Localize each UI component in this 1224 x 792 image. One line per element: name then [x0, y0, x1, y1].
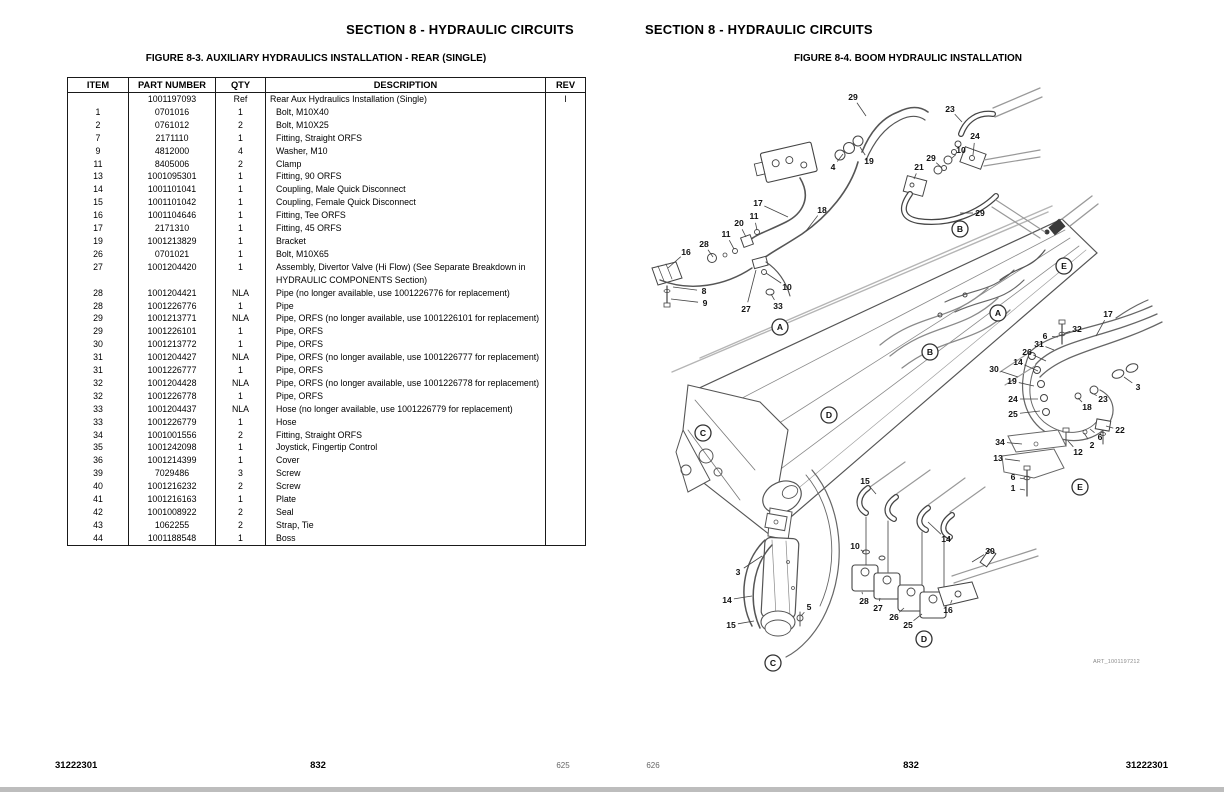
item-cell: 16: [68, 209, 129, 222]
callout-label: 30: [989, 364, 999, 374]
item-cell: 9: [68, 145, 129, 158]
detail-letter: E: [1077, 482, 1083, 493]
part-cell: 1001242098: [129, 441, 216, 454]
item-cell: 15: [68, 196, 129, 209]
item-cell: 31: [68, 364, 129, 377]
item-cell: 17: [68, 222, 129, 235]
right-footer-page-number: 626: [646, 761, 660, 770]
callout-label: 33: [773, 301, 783, 311]
item-cell: 7: [68, 132, 129, 145]
desc-cell: Fitting, 45 ORFS: [266, 222, 546, 235]
callout-leader-line: [673, 287, 697, 290]
desc-cell: Rear Aux Hydraulics Installation (Single): [266, 93, 546, 106]
callout-leader-line: [801, 612, 804, 616]
callout-leader-line: [1068, 441, 1073, 447]
part-cell: 1001204421: [129, 287, 216, 300]
item-cell: 28: [68, 287, 129, 300]
left-footer-doc-number: 31222301: [55, 760, 98, 771]
callout-leader-line: [734, 596, 752, 599]
desc-cell: Pipe, ORFS (no longer available, use 1001226101 for replacement): [266, 312, 546, 325]
part-cell: 1001197093: [129, 93, 216, 106]
callout-label: 14: [941, 534, 951, 544]
callout-label: 1: [1010, 483, 1016, 493]
item-cell: 2: [68, 119, 129, 132]
callout-label: 16: [943, 605, 953, 615]
callout-label: 8: [701, 286, 707, 296]
callout-label: 15: [726, 620, 736, 630]
part-cell: 8405006: [129, 158, 216, 171]
callout-label: 34: [995, 437, 1005, 447]
detail-letter: E: [1061, 261, 1067, 272]
desc-cell: Cover: [266, 454, 546, 467]
item-cell: 44: [68, 532, 129, 545]
callout-label: 27: [741, 304, 751, 314]
callout-leader-line: [729, 240, 734, 249]
part-cell: 1001104646: [129, 209, 216, 222]
qty-cell: NLA: [216, 403, 266, 416]
part-cell: 0761012: [129, 119, 216, 132]
detail-letter: C: [769, 658, 777, 669]
desc-cell: Fitting, Straight ORFS: [266, 132, 546, 145]
qty-cell: 1: [216, 441, 266, 454]
callout-label: 25: [903, 620, 913, 630]
item-cell: 33: [68, 416, 129, 429]
viewer-bottom-edge: [0, 787, 1224, 792]
part-cell: 1001213829: [129, 235, 216, 248]
part-cell: 1001226779: [129, 416, 216, 429]
part-cell: 1001188548: [129, 532, 216, 545]
qty-cell: 1: [216, 209, 266, 222]
desc-cell: Clamp: [266, 158, 546, 171]
callout-label: 32: [1072, 324, 1082, 334]
callout-label: 14: [1013, 357, 1023, 367]
callout-label: 28: [859, 596, 869, 606]
callout-label: 17: [1103, 309, 1113, 319]
callout-leader-line: [764, 206, 788, 217]
qty-cell: 1: [216, 416, 266, 429]
item-cell: 32: [68, 377, 129, 390]
callout-label: 28: [699, 239, 709, 249]
callout-label: 16: [681, 247, 691, 257]
callout-leader-line: [742, 229, 746, 237]
item-cell: 26: [68, 248, 129, 261]
callout-leader-line: [1124, 377, 1132, 383]
callout-label: 11: [749, 211, 759, 221]
qty-cell: 1: [216, 300, 266, 313]
part-cell: 1001214399: [129, 454, 216, 467]
detail-letter: C: [699, 428, 707, 439]
item-cell: 42: [68, 506, 129, 519]
desc-cell: Pipe, ORFS (no longer available, use 1001226777 for replacement): [266, 351, 546, 364]
part-cell: 1001204428: [129, 377, 216, 390]
desc-cell: Strap, Tie: [266, 519, 546, 532]
part-cell: 4812000: [129, 145, 216, 158]
qty-cell: 1: [216, 132, 266, 145]
callout-leader-line: [870, 486, 876, 494]
callout-leader-line: [955, 114, 962, 122]
callout-label: 20: [734, 218, 744, 228]
desc-cell: Fitting, Tee ORFS: [266, 209, 546, 222]
qty-cell: 1: [216, 170, 266, 183]
part-cell: 1001008922: [129, 506, 216, 519]
callout-leader-line: [755, 223, 757, 230]
callout-leader-line: [857, 103, 866, 116]
qty-cell: 1: [216, 338, 266, 351]
desc-cell: Pipe: [266, 300, 546, 313]
part-cell: 1001226776: [129, 300, 216, 313]
item-cell: 41: [68, 493, 129, 506]
callout-label: 5: [806, 602, 812, 612]
part-cell: 1001213772: [129, 338, 216, 351]
qty-cell: 4: [216, 145, 266, 158]
item-cell: 39: [68, 467, 129, 480]
part-cell: 1001204437: [129, 403, 216, 416]
callout-label: 21: [914, 162, 924, 172]
detail-letter: D: [920, 634, 928, 645]
qty-cell: 2: [216, 519, 266, 532]
qty-cell: 1: [216, 106, 266, 119]
part-cell: 1001204420: [129, 261, 216, 287]
callout-label: 15: [860, 476, 870, 486]
qty-cell: 2: [216, 119, 266, 132]
callout-leader-line: [748, 270, 756, 302]
callout-label: 12: [1073, 447, 1083, 457]
part-cell: 2171110: [129, 132, 216, 145]
item-cell: 32: [68, 390, 129, 403]
item-cell: 14: [68, 183, 129, 196]
callout-leader-line: [671, 299, 698, 302]
right-section-title: SECTION 8 - HYDRAULIC CIRCUITS: [645, 22, 873, 37]
qty-cell: NLA: [216, 287, 266, 300]
callout-label: 17: [753, 198, 763, 208]
qty-cell: 1: [216, 183, 266, 196]
part-cell: 1001001556: [129, 429, 216, 442]
part-cell: 1001204427: [129, 351, 216, 364]
right-footer-doc-number: 31222301: [1125, 760, 1168, 771]
item-cell: 13: [68, 170, 129, 183]
callout-label: 30: [985, 546, 995, 556]
desc-cell: Hose (no longer available, use 1001226779 for replacement): [266, 403, 546, 416]
part-cell: 7029486: [129, 467, 216, 480]
qty-cell: 1: [216, 261, 266, 287]
item-cell: 29: [68, 325, 129, 338]
col-header-item: ITEM: [68, 78, 129, 93]
callout-leader-line: [738, 621, 754, 624]
callout-label: 29: [848, 92, 858, 102]
qty-cell: 2: [216, 429, 266, 442]
callout-label: 6: [1010, 472, 1016, 482]
qty-cell: 1: [216, 532, 266, 545]
callout-label: 29: [975, 208, 985, 218]
col-header-part-number: PART NUMBER: [129, 78, 216, 93]
part-cell: 1001095301: [129, 170, 216, 183]
callout-label: 24: [1008, 394, 1018, 404]
qty-cell: 3: [216, 467, 266, 480]
desc-cell: Screw: [266, 480, 546, 493]
desc-cell: Assembly, Divertor Valve (Hi Flow) (See Separate Breakdown in HYDRAULIC COMPONENTS Section): [266, 261, 546, 287]
qty-cell: 1: [216, 235, 266, 248]
part-cell: 1001226777: [129, 364, 216, 377]
part-cell: 1001216232: [129, 480, 216, 493]
desc-cell: Pipe, ORFS: [266, 325, 546, 338]
qty-cell: 1: [216, 390, 266, 403]
detail-letter: A: [994, 308, 1002, 319]
callout-leader-line: [1090, 429, 1095, 433]
qty-cell: NLA: [216, 377, 266, 390]
desc-cell: Pipe, ORFS: [266, 390, 546, 403]
boom-assembly: [672, 196, 1098, 535]
qty-cell: 2: [216, 480, 266, 493]
desc-cell: Coupling, Female Quick Disconnect: [266, 196, 546, 209]
part-cell: 1062255: [129, 519, 216, 532]
desc-cell: Boss: [266, 532, 546, 545]
part-cell: 1001101042: [129, 196, 216, 209]
callout-label: 2: [1089, 440, 1095, 450]
desc-cell: Pipe (no longer available, use 1001226776 for replacement): [266, 287, 546, 300]
item-cell: 31: [68, 351, 129, 364]
callout-label: 24: [970, 131, 980, 141]
part-cell: 2171310: [129, 222, 216, 235]
item-cell: 36: [68, 454, 129, 467]
callout-label: 6: [1042, 331, 1048, 341]
detail-letter: A: [776, 322, 784, 333]
detail-letter: B: [926, 347, 934, 358]
callout-leader-line: [1020, 489, 1025, 490]
item-cell: 11: [68, 158, 129, 171]
callout-label: 13: [993, 453, 1003, 463]
desc-cell: Pipe, ORFS: [266, 338, 546, 351]
callout-leader-line: [1045, 347, 1054, 350]
left-footer-center: 832: [310, 760, 326, 771]
item-cell: 34: [68, 429, 129, 442]
callout-label: 14: [722, 595, 732, 605]
desc-cell: Plate: [266, 493, 546, 506]
callout-label: 4: [830, 162, 836, 172]
right-footer-center: 832: [903, 760, 919, 771]
item-cell: 30: [68, 338, 129, 351]
col-header-qty: QTY: [216, 78, 266, 93]
callout-leader-line: [1020, 411, 1040, 413]
part-cell: 1001226778: [129, 390, 216, 403]
callout-label: 25: [1008, 409, 1018, 419]
callout-label: 26: [1022, 347, 1032, 357]
callout-label: 18: [817, 205, 827, 215]
item-cell: 40: [68, 480, 129, 493]
part-cell: 1001226101: [129, 325, 216, 338]
detail-letter: D: [825, 410, 833, 421]
callout-label: 29: [926, 153, 936, 163]
item-cell: 43: [68, 519, 129, 532]
part-cell: 1001213771: [129, 312, 216, 325]
desc-cell: Joystick, Fingertip Control: [266, 441, 546, 454]
part-cell: 1001216163: [129, 493, 216, 506]
desc-cell: Seal: [266, 506, 546, 519]
desc-cell: Pipe, ORFS: [266, 364, 546, 377]
detail-letter: B: [956, 224, 964, 235]
desc-cell: Bolt, M10X40: [266, 106, 546, 119]
callout-label: 6: [1097, 432, 1103, 442]
part-cell: 0701021: [129, 248, 216, 261]
callout-label: 11: [721, 229, 731, 239]
callout-label: 26: [889, 612, 899, 622]
desc-cell: Bolt, M10X25: [266, 119, 546, 132]
callout-leader-line: [928, 522, 941, 534]
callout-leader-line: [1019, 383, 1034, 386]
rev-cell: I: [546, 93, 586, 106]
left-section-title: SECTION 8 - HYDRAULIC CIRCUITS: [346, 22, 574, 37]
callout-label: 27: [873, 603, 883, 613]
qty-cell: 1: [216, 196, 266, 209]
item-cell: 28: [68, 300, 129, 313]
qty-cell: 1: [216, 364, 266, 377]
desc-cell: Bracket: [266, 235, 546, 248]
desc-cell: Fitting, 90 ORFS: [266, 170, 546, 183]
callout-label: 10: [782, 282, 792, 292]
qty-cell: Ref: [216, 93, 266, 106]
desc-cell: Coupling, Male Quick Disconnect: [266, 183, 546, 196]
item-cell: 1: [68, 106, 129, 119]
qty-cell: 2: [216, 158, 266, 171]
callout-label: 23: [945, 104, 955, 114]
qty-cell: NLA: [216, 312, 266, 325]
col-header-description: DESCRIPTION: [266, 78, 546, 93]
qty-cell: 1: [216, 493, 266, 506]
callout-label: 3: [1135, 382, 1141, 392]
qty-cell: NLA: [216, 351, 266, 364]
callout-label: 23: [1098, 394, 1108, 404]
item-cell: 35: [68, 441, 129, 454]
callout-label: 19: [1007, 376, 1017, 386]
callout-leader-line: [952, 155, 956, 158]
left-figure-title: FIGURE 8-3. AUXILIARY HYDRAULICS INSTALLATION - REAR (SINGLE): [145, 53, 487, 64]
callout-label: 10: [850, 541, 860, 551]
callout-label: 19: [864, 156, 874, 166]
item-cell: 29: [68, 312, 129, 325]
callout-label: 3: [735, 567, 741, 577]
art-reference-label: ART_1001197212: [1093, 659, 1140, 665]
qty-cell: 1: [216, 325, 266, 338]
callout-label: 18: [1082, 402, 1092, 412]
qty-cell: 1: [216, 248, 266, 261]
desc-cell: Fitting, Straight ORFS: [266, 429, 546, 442]
col-header-rev: REV: [546, 78, 586, 93]
qty-cell: 1: [216, 454, 266, 467]
qty-cell: 1: [216, 222, 266, 235]
desc-cell: Bolt, M10X65: [266, 248, 546, 261]
callout-label: 22: [1115, 425, 1125, 435]
part-cell: 1001101041: [129, 183, 216, 196]
desc-cell: Screw: [266, 467, 546, 480]
callout-label: 31: [1034, 339, 1044, 349]
desc-cell: Pipe, ORFS (no longer available, use 1001226778 for replacement): [266, 377, 546, 390]
item-cell: 33: [68, 403, 129, 416]
callout-label: 9: [702, 298, 708, 308]
right-figure-title: FIGURE 8-4. BOOM HYDRAULIC INSTALLATION: [794, 53, 1022, 64]
qty-cell: 2: [216, 506, 266, 519]
callout-label: 10: [956, 145, 966, 155]
part-cell: 0701016: [129, 106, 216, 119]
item-cell: 19: [68, 235, 129, 248]
item-cell: 27: [68, 261, 129, 287]
left-footer-page-number: 625: [556, 761, 570, 770]
desc-cell: Hose: [266, 416, 546, 429]
desc-cell: Washer, M10: [266, 145, 546, 158]
